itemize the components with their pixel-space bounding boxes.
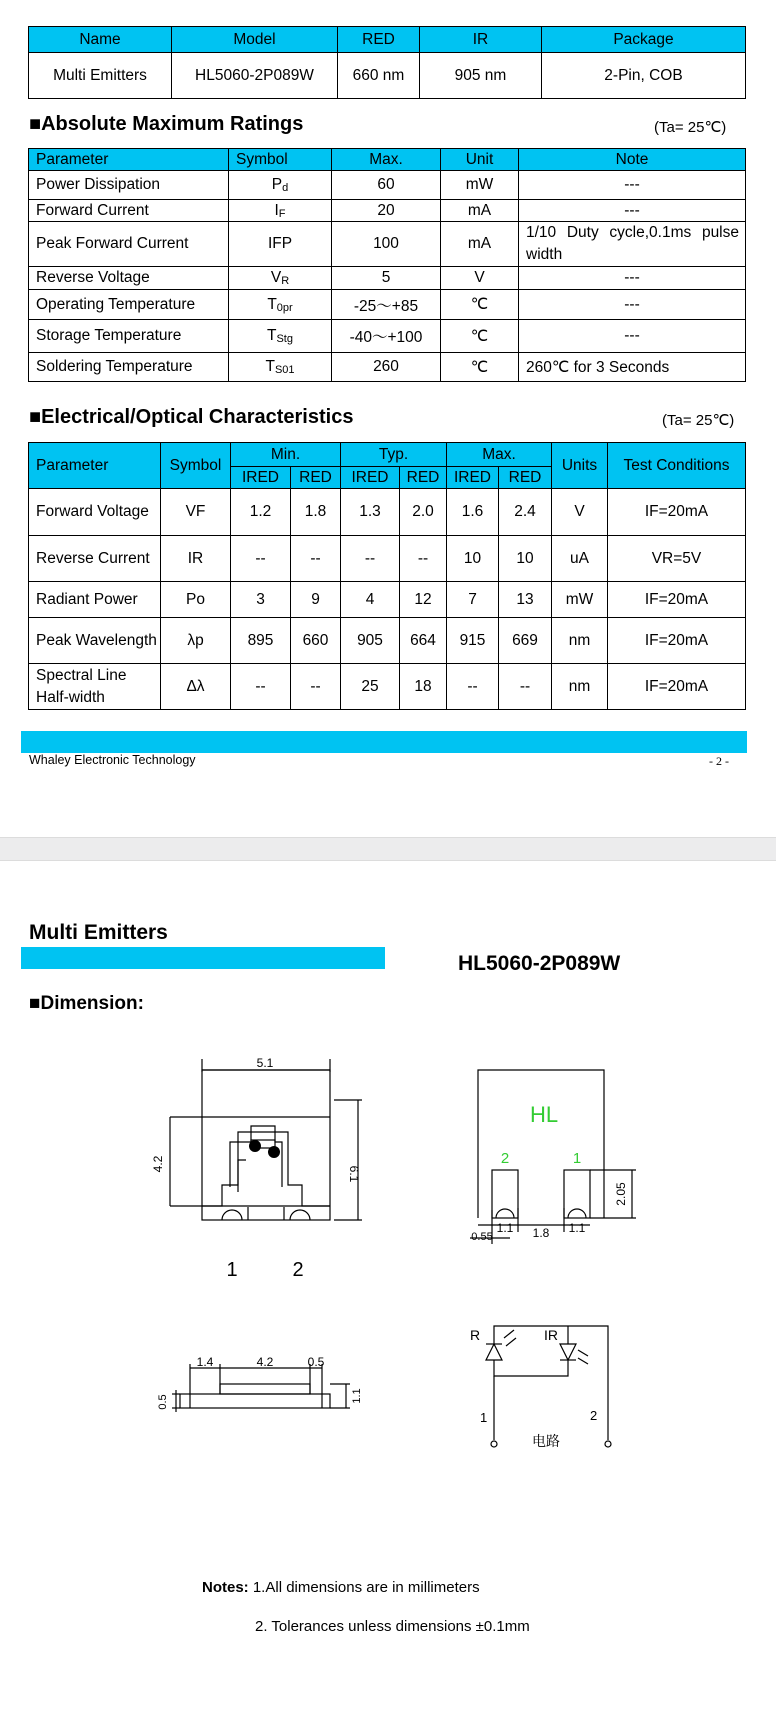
table-row (29, 200, 746, 222)
eoc-symbol: VF (161, 489, 231, 536)
eoc-val: -- (231, 536, 291, 582)
cell-ir: 905 nm (420, 53, 542, 99)
eoc-val: -- (341, 536, 400, 582)
eoc-unit: nm (552, 618, 608, 664)
hl-marking: HL (529, 1102, 559, 1127)
eoc-val: -- (499, 664, 552, 710)
page2-title-bar (21, 947, 385, 969)
circuit-label: 2 (590, 1408, 598, 1423)
notes-label: Notes: (202, 1579, 249, 1596)
amr-note: --- (519, 320, 746, 353)
amr-h-note: Note (519, 149, 746, 171)
note-2: 2. Tolerances unless dimensions ±0.1mm (255, 1618, 530, 1635)
amr-note: --- (519, 267, 746, 290)
table-row (29, 618, 746, 664)
eoc-val: 10 (499, 536, 552, 582)
cell-red: 660 nm (338, 53, 420, 99)
emission-arrow (506, 1338, 516, 1346)
eoc-val: 9 (291, 582, 341, 618)
table-row (29, 222, 746, 267)
amr-param: Forward Current (29, 200, 229, 222)
top-view-drawing (150, 1052, 380, 1292)
amr-unit: ℃ (441, 290, 519, 320)
col-red: RED (338, 27, 420, 53)
diode-red (486, 1344, 502, 1360)
table-row (29, 353, 746, 382)
amr-max: 20 (332, 200, 441, 222)
circuit-wire (560, 1360, 568, 1376)
amr-ta: (Ta= 25℃) (654, 119, 727, 136)
eoc-val: 895 (231, 618, 291, 664)
die-frame (202, 1132, 330, 1206)
pad-notch (222, 1210, 242, 1220)
eoc-unit: V (552, 489, 608, 536)
diode-ir (560, 1344, 576, 1360)
eoc-test: VR=5V (608, 536, 746, 582)
amr-note: 260℃ for 3 Seconds (519, 353, 746, 382)
dim-label: 1.1 (351, 1388, 363, 1404)
eoc-val: 10 (447, 536, 499, 582)
terminal (491, 1441, 497, 1447)
amr-table (28, 148, 746, 382)
page-separator (0, 837, 776, 861)
col-model: Model (172, 27, 338, 53)
col-package: Package (542, 27, 746, 53)
amr-note: --- (519, 290, 746, 320)
eoc-h-test: Test Conditions (608, 443, 746, 489)
eoc-val: 7 (447, 582, 499, 618)
eoc-val: -- (291, 664, 341, 710)
amr-symbol: T0pr (229, 290, 332, 320)
eoc-param: Forward Voltage (29, 489, 161, 536)
eoc-test: IF=20mA (608, 582, 746, 618)
pad-label: 1 (572, 1150, 582, 1167)
note-1: 1.All dimensions are in millimeters (252, 1579, 480, 1596)
eoc-param: Peak Wavelength (29, 618, 161, 664)
eoc-val: 1.6 (447, 489, 499, 536)
circuit-label: R (470, 1327, 481, 1343)
amr-unit: mA (441, 200, 519, 222)
dim-label: 1.1 (496, 1221, 514, 1235)
amr-max: 5 (332, 267, 441, 290)
table-row (29, 267, 746, 290)
die-trace (238, 1160, 246, 1192)
eoc-unit: mW (552, 582, 608, 618)
eoc-val: 2.4 (499, 489, 552, 536)
eoc-table (28, 442, 746, 710)
page2-title: Multi Emitters (29, 921, 168, 944)
side-top (220, 1384, 310, 1394)
dim-label: 4.2 (151, 1155, 165, 1173)
eoc-h-units: Units (552, 443, 608, 489)
pin-label: 1 (226, 1259, 238, 1281)
dim-label: 0.55 (471, 1231, 493, 1243)
cell-package: 2-Pin, COB (542, 53, 746, 99)
amr-max: 100 (332, 222, 441, 267)
pad-notch (290, 1210, 310, 1220)
amr-symbol: Pd (229, 171, 332, 200)
amr-max: -25～+85 (332, 290, 441, 320)
col-ir: IR (420, 27, 542, 53)
amr-param: Storage Temperature (29, 320, 229, 353)
amr-title: ■Absolute Maximum Ratings (29, 113, 304, 135)
amr-param: Peak Forward Current (29, 222, 229, 267)
amr-symbol: TS01 (229, 353, 332, 382)
eoc-h-red: RED (499, 467, 552, 489)
amr-max: 260 (332, 353, 441, 382)
amr-unit: mW (441, 171, 519, 200)
dim-label: 6.1 (347, 1165, 361, 1183)
eoc-h-red: RED (291, 467, 341, 489)
amr-unit: ℃ (441, 353, 519, 382)
eoc-val: -- (231, 664, 291, 710)
pin-label: 2 (292, 1259, 304, 1281)
pad-notch (496, 1209, 514, 1218)
dim-label: 5.1 (256, 1056, 274, 1070)
table-row (29, 664, 746, 710)
eoc-param: Spectral Line Half-width (29, 664, 161, 710)
eoc-h-ired: IRED (231, 467, 291, 489)
package-outline (478, 1070, 604, 1218)
terminal (605, 1441, 611, 1447)
emission-arrow (578, 1350, 588, 1356)
dim-label: 1.4 (196, 1355, 214, 1369)
eoc-val: -- (400, 536, 447, 582)
circuit-drawing (460, 1316, 630, 1456)
amr-h-max: Max. (332, 149, 441, 171)
bottom-view-drawing (460, 1060, 640, 1260)
eoc-val: 12 (400, 582, 447, 618)
dim-label: 4.2 (256, 1355, 274, 1369)
amr-h-param: Parameter (29, 149, 229, 171)
eoc-val: 915 (447, 618, 499, 664)
eoc-h-ired: IRED (447, 467, 499, 489)
dim-label: 2.05 (614, 1182, 628, 1206)
eoc-val: 905 (341, 618, 400, 664)
eoc-symbol: λp (161, 618, 231, 664)
eoc-val: 1.3 (341, 489, 400, 536)
eoc-h-symbol: Symbol (161, 443, 231, 489)
dim-label: 1.8 (532, 1226, 550, 1240)
eoc-test: IF=20mA (608, 664, 746, 710)
amr-param: Soldering Temperature (29, 353, 229, 382)
eoc-h-typ: Typ. (341, 443, 447, 467)
dim-label: 0.5 (307, 1355, 325, 1369)
notes-line-1 (202, 1579, 480, 1596)
amr-h-unit: Unit (441, 149, 519, 171)
side-view-drawing (150, 1350, 380, 1430)
amr-symbol: TStg (229, 320, 332, 353)
table-row (29, 582, 746, 618)
table-row (29, 171, 746, 200)
eoc-val: 18 (400, 664, 447, 710)
emission-arrow (504, 1330, 514, 1338)
eoc-val: 669 (499, 618, 552, 664)
amr-unit: V (441, 267, 519, 290)
amr-param: Power Dissipation (29, 171, 229, 200)
amr-note: 1/10 Duty cycle,0.1ms pulse width (519, 222, 746, 267)
eoc-ta: (Ta= 25℃) (662, 412, 735, 429)
emission-arrow (578, 1358, 588, 1364)
product-table (28, 26, 746, 99)
amr-h-symbol: Symbol (229, 149, 332, 171)
eoc-symbol: IR (161, 536, 231, 582)
eoc-symbol: Po (161, 582, 231, 618)
eoc-val: 25 (341, 664, 400, 710)
chip-dot (249, 1140, 261, 1152)
eoc-h-red: RED (400, 467, 447, 489)
amr-symbol: VR (229, 267, 332, 290)
pad-notch (568, 1209, 586, 1218)
eoc-h-min: Min. (231, 443, 341, 467)
eoc-unit: nm (552, 664, 608, 710)
amr-max: -40～+100 (332, 320, 441, 353)
footer-company: Whaley Electronic Technology (29, 753, 196, 767)
table-row (29, 489, 746, 536)
eoc-val: 1.8 (291, 489, 341, 536)
circuit-caption: 电路 (532, 1433, 560, 1449)
amr-note: --- (519, 200, 746, 222)
eoc-param: Reverse Current (29, 536, 161, 582)
footer-bar (21, 731, 747, 753)
eoc-val: 4 (341, 582, 400, 618)
package-outline (202, 1070, 330, 1220)
eoc-h-max: Max. (447, 443, 552, 467)
amr-param: Reverse Voltage (29, 267, 229, 290)
amr-param: Operating Temperature (29, 290, 229, 320)
pad-1 (564, 1170, 590, 1218)
eoc-val: 13 (499, 582, 552, 618)
dimension-title: ■Dimension: (29, 993, 144, 1014)
circuit-wire (494, 1360, 560, 1376)
amr-symbol: IF (229, 200, 332, 222)
eoc-h-ired: IRED (341, 467, 400, 489)
amr-unit: mA (441, 222, 519, 267)
amr-max: 60 (332, 171, 441, 200)
eoc-test: IF=20mA (608, 618, 746, 664)
amr-unit: ℃ (441, 320, 519, 353)
table-row (29, 290, 746, 320)
eoc-val: 660 (291, 618, 341, 664)
amr-symbol: IFP (229, 222, 332, 267)
dim-label: 0.5 (157, 1394, 169, 1410)
eoc-test: IF=20mA (608, 489, 746, 536)
eoc-val: -- (447, 664, 499, 710)
cell-model: HL5060-2P089W (172, 53, 338, 99)
eoc-val: -- (291, 536, 341, 582)
table-row (29, 536, 746, 582)
footer-page-number: - 2 - (709, 754, 729, 768)
table-row (29, 320, 746, 353)
eoc-symbol: Δλ (161, 664, 231, 710)
pad-2 (492, 1170, 518, 1218)
page2-model: HL5060-2P089W (458, 952, 621, 975)
amr-note: --- (519, 171, 746, 200)
eoc-val: 1.2 (231, 489, 291, 536)
eoc-val: 2.0 (400, 489, 447, 536)
col-name: Name (29, 27, 172, 53)
dim-label: 1.1 (568, 1221, 586, 1235)
chip-dot (268, 1146, 280, 1158)
eoc-val: 664 (400, 618, 447, 664)
eoc-val: 3 (231, 582, 291, 618)
eoc-title: ■Electrical/Optical Characteristics (29, 406, 354, 428)
eoc-h-param: Parameter (29, 443, 161, 489)
circuit-label: 1 (480, 1410, 488, 1425)
side-body (180, 1394, 330, 1408)
cell-name: Multi Emitters (29, 53, 172, 99)
eoc-unit: uA (552, 536, 608, 582)
pad-label: 2 (500, 1150, 510, 1167)
circuit-label: IR (544, 1327, 558, 1343)
eoc-param: Radiant Power (29, 582, 161, 618)
